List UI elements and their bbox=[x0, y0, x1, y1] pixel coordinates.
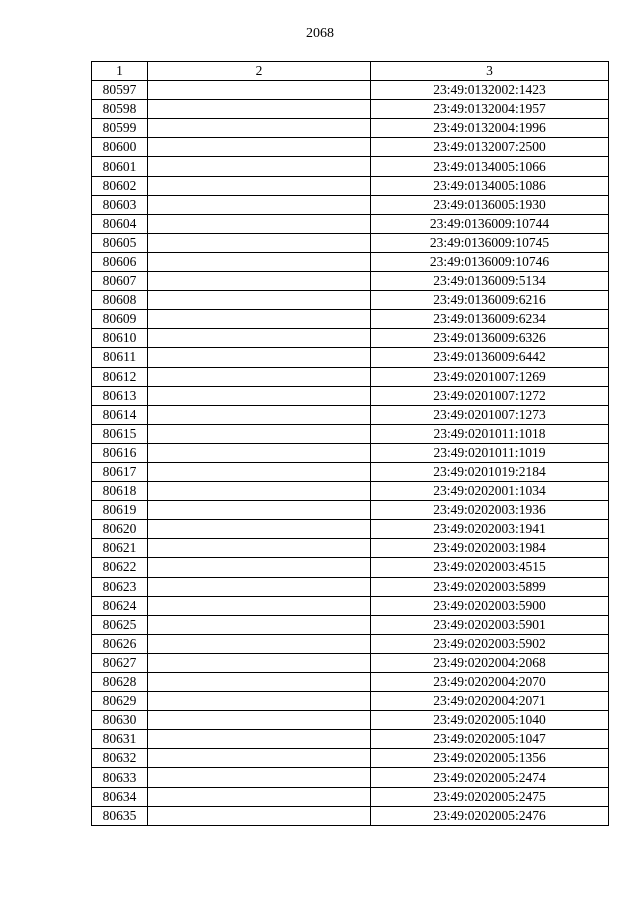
table-row bbox=[92, 462, 609, 481]
row-number-cell: 80599 bbox=[92, 119, 148, 138]
cadastral-number-cell: 23:49:0201019:2184 bbox=[371, 462, 609, 481]
row-number-cell: 80600 bbox=[92, 138, 148, 157]
row-number-cell: 80621 bbox=[92, 539, 148, 558]
row-number-cell: 80629 bbox=[92, 692, 148, 711]
row-number-cell: 80632 bbox=[92, 749, 148, 768]
description-cell bbox=[148, 749, 371, 768]
row-number-cell: 80617 bbox=[92, 462, 148, 481]
row-number-cell: 80620 bbox=[92, 520, 148, 539]
table-row bbox=[92, 424, 609, 443]
description-cell bbox=[148, 367, 371, 386]
cadastral-number-cell: 23:49:0202003:5900 bbox=[371, 596, 609, 615]
row-number-cell: 80602 bbox=[92, 176, 148, 195]
description-cell bbox=[148, 119, 371, 138]
description-cell bbox=[148, 806, 371, 825]
cadastral-number-cell: 23:49:0136009:5134 bbox=[371, 272, 609, 291]
row-number-cell: 80628 bbox=[92, 673, 148, 692]
row-number-cell: 80611 bbox=[92, 348, 148, 367]
cadastral-number-cell: 23:49:0202003:5902 bbox=[371, 634, 609, 653]
cadastral-number-cell: 23:49:0136009:6326 bbox=[371, 329, 609, 348]
description-cell bbox=[148, 214, 371, 233]
cadastral-number-cell: 23:49:0136009:6442 bbox=[371, 348, 609, 367]
description-cell bbox=[148, 138, 371, 157]
cadastral-number-cell: 23:49:0132004:1996 bbox=[371, 119, 609, 138]
cadastral-number-cell: 23:49:0136009:10744 bbox=[371, 214, 609, 233]
row-number-cell: 80625 bbox=[92, 615, 148, 634]
description-cell bbox=[148, 501, 371, 520]
description-cell bbox=[148, 615, 371, 634]
column-header-3: 3 bbox=[371, 62, 609, 81]
row-number-cell: 80624 bbox=[92, 596, 148, 615]
description-cell bbox=[148, 653, 371, 672]
description-cell bbox=[148, 233, 371, 252]
row-number-cell: 80634 bbox=[92, 787, 148, 806]
cadastral-number-cell: 23:49:0201007:1272 bbox=[371, 386, 609, 405]
description-cell bbox=[148, 520, 371, 539]
description-cell bbox=[148, 424, 371, 443]
table-row bbox=[92, 195, 609, 214]
table-row bbox=[92, 634, 609, 653]
cadastral-number-cell: 23:49:0201011:1018 bbox=[371, 424, 609, 443]
row-number-cell: 80603 bbox=[92, 195, 148, 214]
description-cell bbox=[148, 252, 371, 271]
table-row bbox=[92, 692, 609, 711]
table-row bbox=[92, 100, 609, 119]
row-number-cell: 80623 bbox=[92, 577, 148, 596]
page-number: 2068 bbox=[306, 26, 334, 41]
table-row bbox=[92, 157, 609, 176]
table-row bbox=[92, 615, 609, 634]
table-row bbox=[92, 539, 609, 558]
cadastral-number-cell: 23:49:0136005:1930 bbox=[371, 195, 609, 214]
row-number-cell: 80607 bbox=[92, 272, 148, 291]
row-number-cell: 80612 bbox=[92, 367, 148, 386]
row-number-cell: 80598 bbox=[92, 100, 148, 119]
cadastral-number-cell: 23:49:0202004:2068 bbox=[371, 653, 609, 672]
cadastral-number-cell: 23:49:0201011:1019 bbox=[371, 443, 609, 462]
row-number-cell: 80597 bbox=[92, 81, 148, 100]
row-number-cell: 80618 bbox=[92, 482, 148, 501]
table-row bbox=[92, 214, 609, 233]
row-number-cell: 80606 bbox=[92, 252, 148, 271]
table-row bbox=[92, 233, 609, 252]
description-cell bbox=[148, 692, 371, 711]
table-row bbox=[92, 558, 609, 577]
description-cell bbox=[148, 157, 371, 176]
cadastral-number-cell: 23:49:0132004:1957 bbox=[371, 100, 609, 119]
cadastral-number-cell: 23:49:0202005:1040 bbox=[371, 711, 609, 730]
table-row bbox=[92, 405, 609, 424]
table-row bbox=[92, 501, 609, 520]
table-header bbox=[92, 62, 609, 81]
description-cell bbox=[148, 787, 371, 806]
description-cell bbox=[148, 176, 371, 195]
row-number-cell: 80605 bbox=[92, 233, 148, 252]
row-number-cell: 80635 bbox=[92, 806, 148, 825]
description-cell bbox=[148, 577, 371, 596]
table-row bbox=[92, 482, 609, 501]
cadastral-number-cell: 23:49:0202005:2475 bbox=[371, 787, 609, 806]
description-cell bbox=[148, 405, 371, 424]
description-cell bbox=[148, 443, 371, 462]
row-number-cell: 80601 bbox=[92, 157, 148, 176]
row-number-cell: 80604 bbox=[92, 214, 148, 233]
cadastral-number-cell: 23:49:0202005:2476 bbox=[371, 806, 609, 825]
description-cell bbox=[148, 768, 371, 787]
table-row bbox=[92, 329, 609, 348]
header-row bbox=[92, 62, 609, 81]
description-cell bbox=[148, 482, 371, 501]
description-cell bbox=[148, 673, 371, 692]
cadastral-number-cell: 23:49:0136009:10745 bbox=[371, 233, 609, 252]
cadastral-number-cell: 23:49:0202004:2071 bbox=[371, 692, 609, 711]
description-cell bbox=[148, 195, 371, 214]
description-cell bbox=[148, 291, 371, 310]
description-cell bbox=[148, 711, 371, 730]
cadastral-number-cell: 23:49:0202003:1984 bbox=[371, 539, 609, 558]
description-cell bbox=[148, 348, 371, 367]
row-number-cell: 80608 bbox=[92, 291, 148, 310]
cadastral-number-cell: 23:49:0136009:6216 bbox=[371, 291, 609, 310]
table-row bbox=[92, 252, 609, 271]
table-row bbox=[92, 291, 609, 310]
table-row bbox=[92, 310, 609, 329]
cadastral-number-cell: 23:49:0202003:1941 bbox=[371, 520, 609, 539]
cadastral-number-cell: 23:49:0202003:5901 bbox=[371, 615, 609, 634]
cadastral-number-cell: 23:49:0201007:1273 bbox=[371, 405, 609, 424]
table-row bbox=[92, 176, 609, 195]
column-header-2: 2 bbox=[148, 62, 371, 81]
table-row bbox=[92, 138, 609, 157]
row-number-cell: 80633 bbox=[92, 768, 148, 787]
row-number-cell: 80609 bbox=[92, 310, 148, 329]
table-row bbox=[92, 81, 609, 100]
table-row bbox=[92, 272, 609, 291]
description-cell bbox=[148, 272, 371, 291]
row-number-cell: 80631 bbox=[92, 730, 148, 749]
table-row bbox=[92, 520, 609, 539]
cadastral-number-cell: 23:49:0202003:1936 bbox=[371, 501, 609, 520]
description-cell bbox=[148, 310, 371, 329]
description-cell bbox=[148, 81, 371, 100]
cadastral-number-cell: 23:49:0132007:2500 bbox=[371, 138, 609, 157]
row-number-cell: 80613 bbox=[92, 386, 148, 405]
description-cell bbox=[148, 462, 371, 481]
table-row bbox=[92, 653, 609, 672]
table-row bbox=[92, 119, 609, 138]
table-row bbox=[92, 386, 609, 405]
description-cell bbox=[148, 596, 371, 615]
cadastral-number-cell: 23:49:0202003:4515 bbox=[371, 558, 609, 577]
cadastral-number-cell: 23:49:0202005:1047 bbox=[371, 730, 609, 749]
description-cell bbox=[148, 386, 371, 405]
row-number-cell: 80615 bbox=[92, 424, 148, 443]
cadastral-number-cell: 23:49:0201007:1269 bbox=[371, 367, 609, 386]
cadastral-number-cell: 23:49:0202003:5899 bbox=[371, 577, 609, 596]
table-row bbox=[92, 673, 609, 692]
cadastral-number-cell: 23:49:0202004:2070 bbox=[371, 673, 609, 692]
description-cell bbox=[148, 730, 371, 749]
cadastral-number-cell: 23:49:0134005:1066 bbox=[371, 157, 609, 176]
row-number-cell: 80614 bbox=[92, 405, 148, 424]
table-row bbox=[92, 749, 609, 768]
registry-table bbox=[91, 61, 609, 826]
row-number-cell: 80619 bbox=[92, 501, 148, 520]
cadastral-number-cell: 23:49:0202005:2474 bbox=[371, 768, 609, 787]
row-number-cell: 80610 bbox=[92, 329, 148, 348]
row-number-cell: 80616 bbox=[92, 443, 148, 462]
description-cell bbox=[148, 558, 371, 577]
description-cell bbox=[148, 634, 371, 653]
row-number-cell: 80630 bbox=[92, 711, 148, 730]
description-cell bbox=[148, 329, 371, 348]
cadastral-number-cell: 23:49:0136009:10746 bbox=[371, 252, 609, 271]
table-row bbox=[92, 806, 609, 825]
table-row bbox=[92, 787, 609, 806]
cadastral-number-cell: 23:49:0134005:1086 bbox=[371, 176, 609, 195]
row-number-cell: 80622 bbox=[92, 558, 148, 577]
cadastral-number-cell: 23:49:0202001:1034 bbox=[371, 482, 609, 501]
table-row bbox=[92, 768, 609, 787]
table-row bbox=[92, 443, 609, 462]
table-body bbox=[92, 81, 609, 826]
row-number-cell: 80627 bbox=[92, 653, 148, 672]
table-row bbox=[92, 711, 609, 730]
description-cell bbox=[148, 539, 371, 558]
table-row bbox=[92, 577, 609, 596]
table-row bbox=[92, 367, 609, 386]
table-row bbox=[92, 596, 609, 615]
row-number-cell: 80626 bbox=[92, 634, 148, 653]
cadastral-number-cell: 23:49:0202005:1356 bbox=[371, 749, 609, 768]
table-row bbox=[92, 730, 609, 749]
column-header-1: 1 bbox=[92, 62, 148, 81]
cadastral-number-cell: 23:49:0132002:1423 bbox=[371, 81, 609, 100]
cadastral-number-cell: 23:49:0136009:6234 bbox=[371, 310, 609, 329]
description-cell bbox=[148, 100, 371, 119]
table-row bbox=[92, 348, 609, 367]
